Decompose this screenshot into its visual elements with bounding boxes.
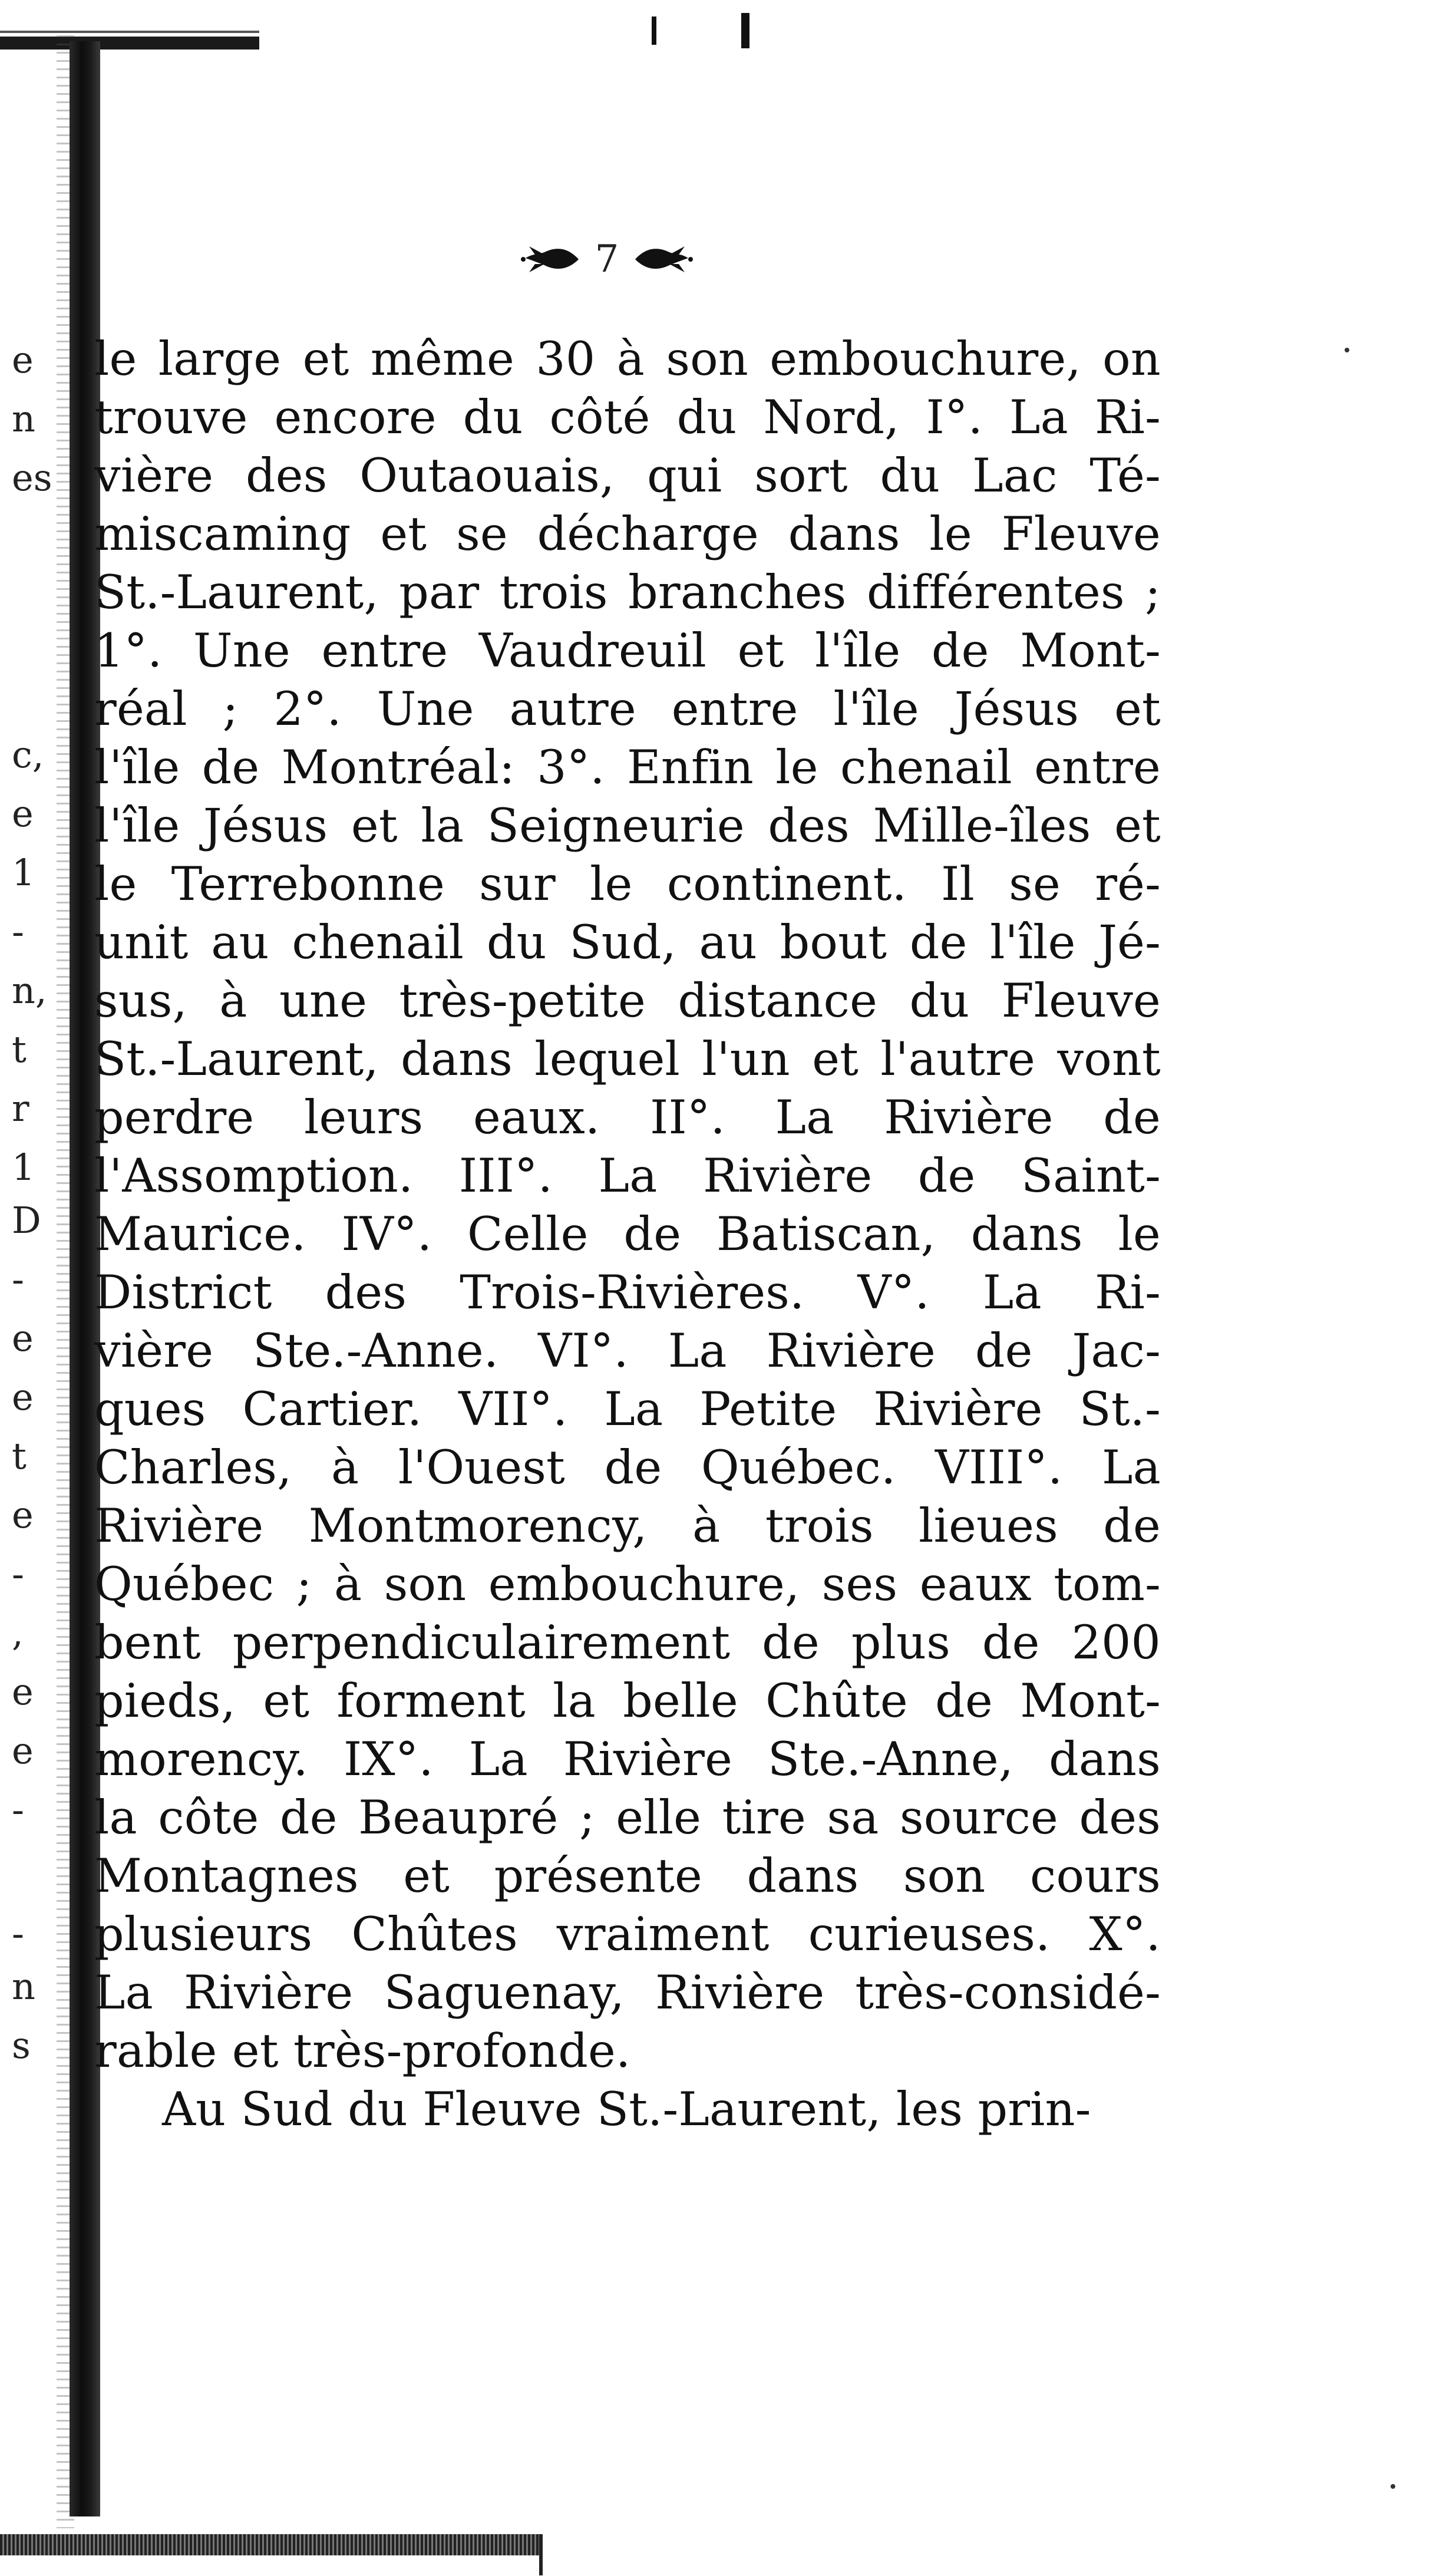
bottom-edge-mark bbox=[539, 2534, 543, 2575]
text-line: le Terrebonne sur le continent. Il se ré- bbox=[94, 857, 1161, 911]
text-line: St.-Laurent, par trois branches différentes ; bbox=[94, 565, 1161, 619]
text-line: le large et même 30 à son embouchure, on bbox=[94, 332, 1161, 386]
facing-fragment: n, bbox=[12, 969, 47, 1012]
page-number: 7 bbox=[595, 238, 619, 281]
page-number-ornament bbox=[501, 233, 713, 286]
text-line: 1°. Une entre Vaudreuil et l'île de Mont- bbox=[94, 624, 1161, 678]
text-line: la côte de Beaupré ; elle tire sa source des bbox=[94, 1790, 1161, 1845]
facing-fragment: - bbox=[12, 1788, 24, 1831]
text-line: sus, à une très-petite distance du Fleuve bbox=[94, 974, 1161, 1028]
text-line: Rivière Montmorency, à trois lieues de bbox=[94, 1499, 1161, 1553]
text-line: réal ; 2°. Une autre entre l'île Jésus et bbox=[94, 682, 1161, 736]
facing-fragment: - bbox=[12, 1258, 24, 1301]
facing-fragment: n bbox=[12, 397, 35, 440]
facing-fragment: e bbox=[12, 1729, 34, 1772]
text-line: miscaming et se décharge dans le Fleuve bbox=[94, 507, 1161, 561]
text-line: District des Trois-Rivières. V°. La Ri- bbox=[94, 1265, 1161, 1320]
text-line: plusieurs Chûtes vraiment curieuses. X°. bbox=[94, 1907, 1161, 1961]
text-line: vière des Outaouais, qui sort du Lac Té- bbox=[94, 448, 1161, 503]
facing-page-fragments bbox=[0, 0, 59, 2576]
text-line: l'île Jésus et la Seigneurie des Mille-îles et bbox=[94, 799, 1161, 853]
text-line: vière Ste.-Anne. VI°. La Rivière de Jac- bbox=[94, 1324, 1161, 1378]
text-line: Maurice. IV°. Celle de Batiscan, dans le bbox=[94, 1207, 1161, 1261]
text-line: La Rivière Saguenay, Rivière très-considé- bbox=[94, 1965, 1161, 2020]
facing-fragment: c, bbox=[12, 733, 44, 776]
facing-fragment: D bbox=[12, 1199, 41, 1242]
facing-fragment: e bbox=[12, 1376, 34, 1419]
text-line: ques Cartier. VII°. La Petite Rivière St.- bbox=[94, 1382, 1161, 1436]
facing-fragment: e bbox=[12, 1670, 34, 1713]
facing-fragment: 1 bbox=[12, 1146, 35, 1189]
facing-fragment: r bbox=[12, 1087, 29, 1130]
text-line: Charles, à l'Ouest de Québec. VIII°. La bbox=[94, 1440, 1161, 1495]
top-scan-mark bbox=[741, 13, 749, 48]
facing-fragment: s bbox=[12, 2024, 31, 2067]
text-line: l'Assomption. III°. La Rivière de Saint- bbox=[94, 1149, 1161, 1203]
top-scan-mark bbox=[652, 17, 656, 45]
facing-fragment: t bbox=[12, 1434, 27, 1477]
text-line: Québec ; à son embouchure, ses eaux tom- bbox=[94, 1557, 1161, 1611]
facing-fragment: 1 bbox=[12, 851, 35, 894]
text-line: unit au chenail du Sud, au bout de l'île Jé- bbox=[94, 915, 1161, 969]
text-line: rable et très-profonde. bbox=[94, 2024, 631, 2078]
facing-fragment: , bbox=[12, 1611, 24, 1654]
stray-speck bbox=[1391, 2484, 1395, 2489]
facing-fragment: n bbox=[12, 1965, 35, 2008]
fleuron-left-icon bbox=[521, 242, 580, 277]
fleuron-right-icon bbox=[634, 242, 693, 277]
text-line: perdre leurs eaux. II°. La Rivière de bbox=[94, 1090, 1161, 1144]
bottom-edge-rule bbox=[0, 2534, 542, 2555]
facing-fragment: - bbox=[12, 1552, 24, 1595]
facing-fragment: e bbox=[12, 1317, 34, 1360]
facing-fragment: - bbox=[12, 1912, 24, 1955]
facing-fragment: t bbox=[12, 1028, 27, 1071]
text-line: bent perpendiculairement de plus de 200 bbox=[94, 1615, 1161, 1670]
text-line: l'île de Montréal: 3°. Enfin le chenail entre bbox=[94, 740, 1161, 794]
text-line: Montagnes et présente dans son cours bbox=[94, 1849, 1161, 1903]
text-line: trouve encore du côté du Nord, I°. La Ri- bbox=[94, 390, 1161, 444]
facing-fragment: e bbox=[12, 338, 34, 381]
facing-fragment: es bbox=[12, 456, 52, 499]
facing-fragment: e bbox=[12, 1493, 34, 1536]
stray-speck bbox=[1345, 348, 1349, 352]
facing-fragment: - bbox=[12, 910, 24, 953]
text-line: pieds, et forment la belle Chûte de Mont- bbox=[94, 1674, 1161, 1728]
paragraph-first-line: Au Sud du Fleuve St.-Laurent, les prin- bbox=[162, 2082, 1091, 2136]
body-text bbox=[94, 330, 1161, 2139]
text-line: morency. IX°. La Rivière Ste.-Anne, dans bbox=[94, 1732, 1161, 1786]
text-line: St.-Laurent, dans lequel l'un et l'autre vont bbox=[94, 1032, 1161, 1086]
facing-fragment: e bbox=[12, 792, 34, 835]
